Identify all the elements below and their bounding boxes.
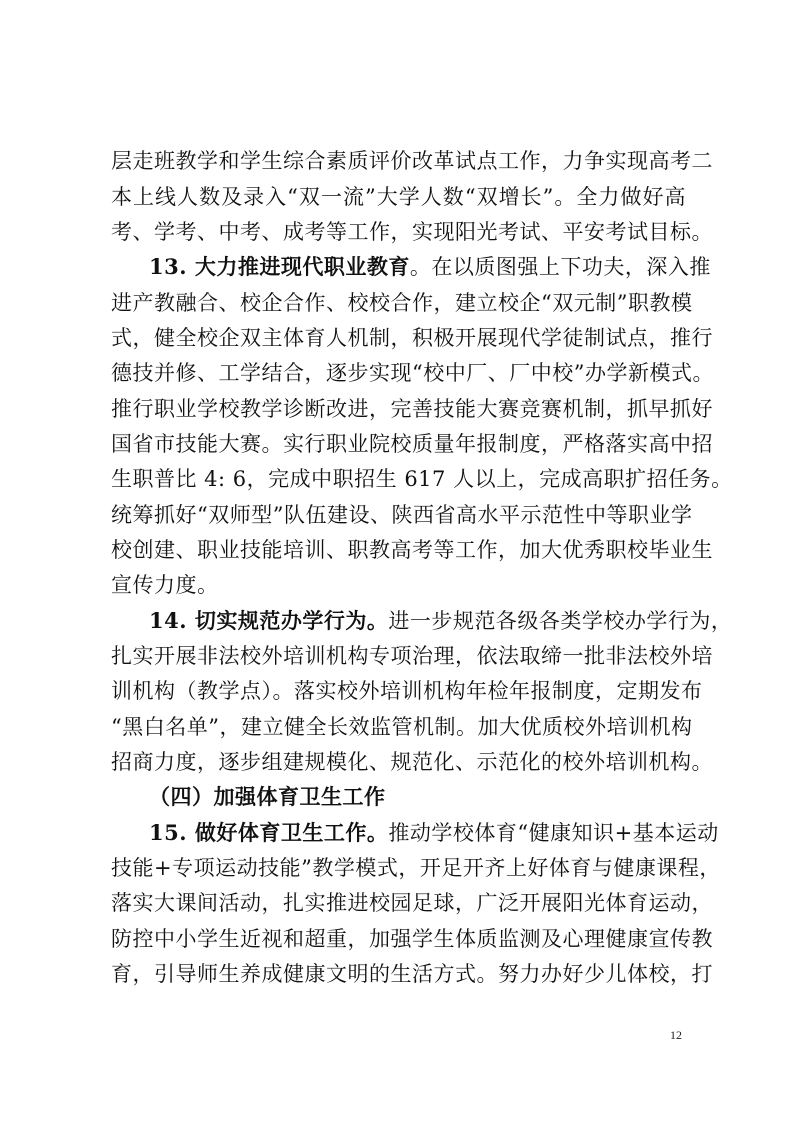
paragraph-line: 考、学考、中考、成考等工作，实现阳光考试、平安考试目标。 bbox=[111, 220, 713, 244]
paragraph-line: 防控中小学生近视和超重，加强学生体质监测及心理健康宣传教 bbox=[111, 927, 713, 951]
page-number: 12 bbox=[670, 1028, 682, 1042]
item-13-first-line bbox=[149, 251, 711, 283]
paragraph-line: 层走班教学和学生综合素质评价改革试点工作，力争实现高考二 bbox=[111, 149, 713, 173]
item-15-text: 推动学校体育“健康知识+基本运动 bbox=[388, 821, 719, 845]
item-15-heading: 15. 做好体育卫生工作。 bbox=[149, 820, 389, 845]
paragraph-line: 德技并修、工学结合，逐步实现“校中厂、厂中校”办学新模式。 bbox=[111, 361, 714, 385]
paragraph-line: 育，引导师生养成健康文明的生活方式。努力办好少儿体校，打 bbox=[111, 962, 713, 986]
item-15-first-line bbox=[149, 817, 719, 849]
paragraph-line: 推行职业学校教学诊断改进，完善技能大赛竞赛机制，抓早抓好 bbox=[111, 397, 713, 421]
item-13-text: 。在以质图强上下功夫，深入推 bbox=[409, 255, 711, 279]
paragraph-line: 国省市技能大赛。实行职业院校质量年报制度，严格落实高中招 bbox=[111, 432, 713, 456]
section-heading: （四）加强体育卫生工作 bbox=[149, 784, 386, 809]
paragraph-line: “黑白名单”，建立健全长效监管机制。加大优质校外培训机构 bbox=[111, 715, 693, 739]
paragraph-line: 生职普比 4: 6，完成中职招生 617 人以上，完成高职扩招任务。 bbox=[111, 467, 733, 491]
paragraph-line: 训机构（教学点）。落实校外培训机构年检年报制度，定期发布 bbox=[111, 679, 703, 703]
paragraph-line: 落实大课间活动，扎实推进校园足球，广泛开展阳光体育运动， bbox=[111, 891, 713, 915]
paragraph-line: 校创建、职业技能培训、职教高考等工作，加大优秀职校毕业生 bbox=[111, 538, 713, 562]
paragraph-line: 宣传力度。 bbox=[111, 573, 219, 597]
paragraph-line: 招商力度，逐步组建规模化、规范化、示范化的校外培训机构。 bbox=[111, 750, 713, 774]
paragraph-line: 进产教融合、校企合作、校校合作，建立校企“双元制”职教模 bbox=[111, 291, 693, 315]
paragraph-line: 统筹抓好“双师型”队伍建设、陕西省高水平示范性中等职业学 bbox=[111, 503, 693, 527]
paragraph-line: 扎实开展非法校外培训机构专项治理，依法取缔一批非法校外培 bbox=[111, 644, 713, 668]
item-14-text: 进一步规范各级各类学校办学行为， bbox=[388, 609, 733, 633]
item-14-heading: 14. 切实规范办学行为。 bbox=[149, 608, 389, 633]
item-13-heading: 13. 大力推进现代职业教育 bbox=[149, 254, 410, 279]
paragraph-line: 式，健全校企双主体育人机制，积极开展现代学徒制试点，推行 bbox=[111, 326, 713, 350]
paragraph-line: 技能+专项运动技能”教学模式，开足开齐上好体育与健康课程， bbox=[111, 856, 721, 880]
item-14-first-line bbox=[149, 605, 733, 637]
paragraph-line: 本上线人数及录入“双一流”大学人数“双增长”。全力做好高 bbox=[111, 185, 686, 209]
